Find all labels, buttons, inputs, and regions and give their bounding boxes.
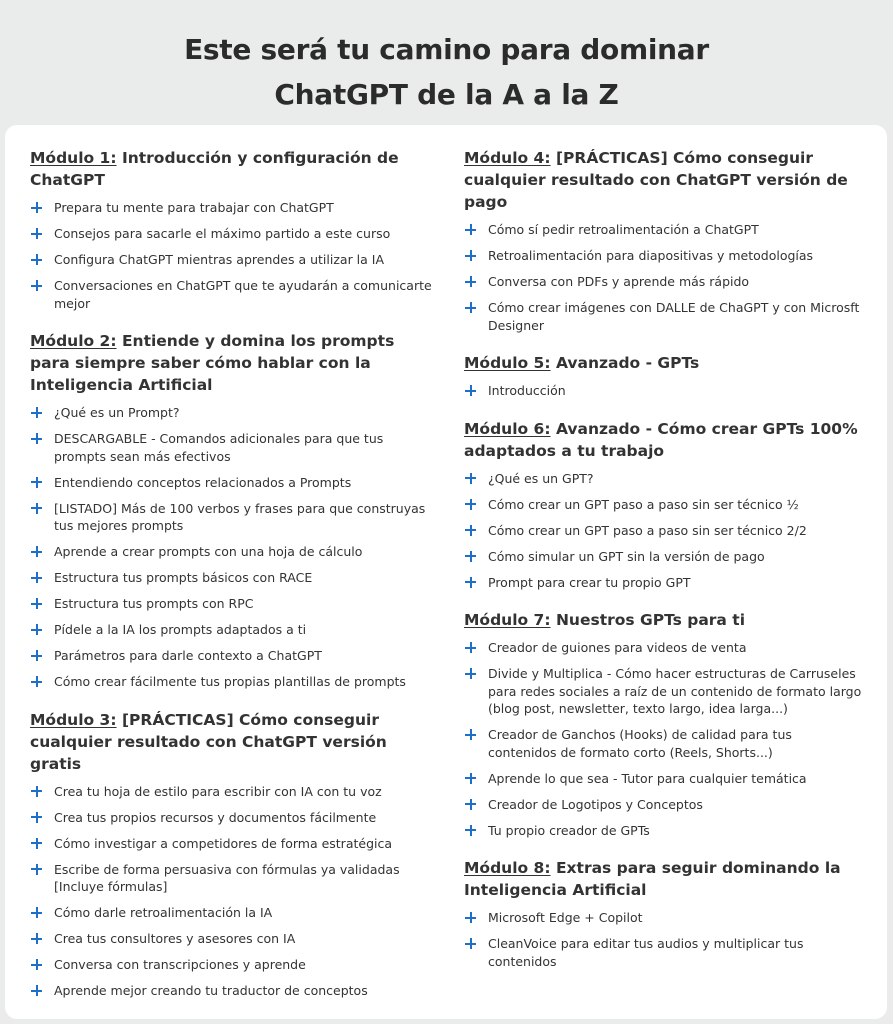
lesson-label: Pídele a la IA los prompts adaptados a ti bbox=[54, 622, 307, 637]
plus-icon bbox=[31, 624, 42, 635]
plus-icon bbox=[465, 729, 476, 740]
lesson-label: Conversa con PDFs y aprende más rápido bbox=[488, 274, 750, 289]
module-title: Extras para seguir dominando la Inteligencia Artificial bbox=[464, 859, 841, 899]
lesson-list bbox=[464, 221, 864, 334]
plus-icon bbox=[465, 668, 476, 679]
lesson-item bbox=[464, 496, 864, 514]
plus-icon bbox=[31, 228, 42, 239]
module-number: Módulo 6: bbox=[464, 419, 551, 438]
lesson-label: Crea tu hoja de estilo para escribir con IA con tu voz bbox=[54, 783, 382, 799]
plus-icon bbox=[465, 224, 476, 235]
lesson-label: Cómo investigar a competidores de forma estratégica bbox=[54, 835, 393, 851]
lesson-label: Aprende lo que sea - Tutor para cualquier temática bbox=[488, 770, 807, 786]
lesson-item bbox=[30, 430, 435, 465]
lesson-item bbox=[30, 621, 435, 639]
lesson-label: Consejos para sacarle el máximo partido a este curso bbox=[54, 226, 391, 241]
module-title: Avanzado - GPTs bbox=[550, 354, 700, 372]
plus-icon bbox=[31, 546, 42, 557]
plus-icon bbox=[465, 499, 476, 510]
lesson-item bbox=[30, 982, 435, 1000]
module-number: Módulo 2: bbox=[30, 332, 117, 350]
lesson-item bbox=[30, 673, 435, 691]
lesson-item bbox=[30, 930, 435, 948]
page-title bbox=[0, 27, 893, 117]
lesson-item bbox=[464, 548, 864, 566]
lesson-label: Microsoft Edge + Copilot bbox=[488, 910, 643, 925]
lesson-item bbox=[464, 822, 864, 840]
module-1 bbox=[30, 147, 435, 312]
module-heading bbox=[464, 609, 864, 631]
module-heading bbox=[464, 147, 864, 213]
lesson-item bbox=[464, 935, 864, 970]
plus-icon bbox=[31, 812, 42, 823]
plus-icon bbox=[31, 572, 42, 583]
lesson-item bbox=[30, 956, 435, 974]
lesson-label: CleanVoice para editar tus audios y multiplicar tus contenidos bbox=[488, 936, 804, 969]
module-heading bbox=[464, 352, 864, 374]
plus-icon bbox=[31, 959, 42, 970]
lesson-list bbox=[464, 909, 864, 970]
lesson-label: ¿Qué es un Prompt? bbox=[54, 405, 180, 420]
module-heading bbox=[464, 857, 864, 901]
lesson-item bbox=[464, 273, 864, 291]
module-4 bbox=[464, 147, 864, 334]
module-2 bbox=[30, 330, 435, 691]
lesson-label: Cómo crear fácilmente tus propias plantillas de prompts bbox=[54, 674, 406, 689]
plus-icon bbox=[31, 838, 42, 849]
lesson-label: Cómo crear imágenes con DALLE de ChaGPT y con Microsft Designer bbox=[488, 300, 860, 333]
plus-icon bbox=[31, 280, 42, 291]
lesson-item bbox=[464, 796, 864, 814]
lesson-list bbox=[30, 404, 435, 691]
lesson-label: Retroalimentación para diapositivas y metodologías bbox=[488, 248, 814, 263]
plus-icon bbox=[31, 598, 42, 609]
plus-icon bbox=[465, 276, 476, 287]
plus-icon bbox=[465, 473, 476, 484]
plus-icon bbox=[465, 773, 476, 784]
module-title: Avanzado - Cómo crear GPTs 100% adaptados a tu trabajo bbox=[464, 419, 858, 460]
module-number: Módulo 8: bbox=[464, 859, 551, 877]
plus-icon bbox=[465, 642, 476, 653]
lesson-item bbox=[30, 225, 435, 243]
curriculum-card bbox=[5, 125, 887, 1019]
plus-icon bbox=[31, 202, 42, 213]
lesson-list bbox=[30, 783, 435, 1000]
module-number: Módulo 3: bbox=[30, 710, 117, 729]
lesson-item bbox=[464, 726, 864, 761]
lesson-label: Escribe de forma persuasiva con fórmulas ya validadas [Incluye fórmulas] bbox=[54, 861, 400, 894]
lesson-item bbox=[464, 221, 864, 239]
module-heading bbox=[464, 418, 864, 462]
module-number: Módulo 5: bbox=[464, 354, 551, 372]
module-number: Módulo 1: bbox=[30, 149, 117, 167]
lesson-label: Cómo crear un GPT paso a paso sin ser técnico 2/2 bbox=[488, 522, 807, 538]
lesson-label: Configura ChatGPT mientras aprendes a utilizar la IA bbox=[54, 252, 385, 267]
plus-icon bbox=[465, 799, 476, 810]
lesson-label: Creador de guiones para videos de venta bbox=[488, 640, 747, 655]
plus-icon bbox=[465, 577, 476, 588]
lesson-item bbox=[30, 569, 435, 587]
lesson-list bbox=[30, 199, 435, 312]
module-title: [PRÁCTICAS] Cómo conseguir cualquier resultado con ChatGPT versión de pago bbox=[464, 149, 848, 211]
plus-icon bbox=[465, 912, 476, 923]
plus-icon bbox=[465, 385, 476, 396]
lesson-label: [LISTADO] Más de 100 verbos y frases para que construyas tus mejores prompts bbox=[54, 500, 426, 533]
lesson-item bbox=[30, 277, 435, 312]
lesson-item bbox=[464, 909, 864, 927]
lesson-label: Creador de Ganchos (Hooks) de calidad para tus contenidos de formato corto (Reels, Shorts...) bbox=[488, 727, 792, 760]
module-number: Módulo 7: bbox=[464, 611, 551, 629]
lesson-item bbox=[30, 251, 435, 269]
lesson-label: Introducción bbox=[488, 383, 566, 398]
module-title: Introducción y configuración de ChatGPT bbox=[30, 149, 399, 189]
lesson-item bbox=[464, 247, 864, 265]
plus-icon bbox=[465, 551, 476, 562]
plus-icon bbox=[465, 525, 476, 536]
lesson-item bbox=[464, 574, 864, 592]
lesson-label: Estructura tus prompts con RPC bbox=[54, 596, 254, 611]
plus-icon bbox=[31, 985, 42, 996]
lesson-item bbox=[464, 522, 864, 540]
lesson-item bbox=[464, 299, 864, 334]
plus-icon bbox=[31, 407, 42, 418]
lesson-label: Tu propio creador de GPTs bbox=[488, 822, 650, 838]
lesson-label: Entendiendo conceptos relacionados a Prompts bbox=[54, 474, 352, 490]
page-title-line-2: ChatGPT de la A a la Z bbox=[274, 77, 619, 111]
left-column bbox=[30, 147, 435, 1018]
module-title: Entiende y domina los prompts para siempre saber cómo hablar con la Inteligencia Artificial bbox=[30, 332, 395, 394]
plus-icon bbox=[465, 250, 476, 261]
lesson-label: Cómo sí pedir retroalimentación a ChatGPT bbox=[488, 222, 759, 237]
lesson-label: Crea tus propios recursos y documentos fácilmente bbox=[54, 809, 377, 825]
plus-icon bbox=[31, 907, 42, 918]
lesson-label: ¿Qué es un GPT? bbox=[488, 470, 594, 486]
lesson-label: Estructura tus prompts básicos con RACE bbox=[54, 570, 313, 585]
lesson-label: Cómo simular un GPT sin la versión de pago bbox=[488, 548, 765, 564]
lesson-label: Parámetros para darle contexto a ChatGPT bbox=[54, 648, 322, 663]
lesson-item bbox=[30, 809, 435, 827]
lesson-label: Cómo crear un GPT paso a paso sin ser técnico ½ bbox=[488, 496, 799, 512]
lesson-item bbox=[30, 904, 435, 922]
lesson-item bbox=[464, 665, 864, 718]
lesson-item bbox=[30, 861, 435, 896]
module-6 bbox=[464, 418, 864, 592]
lesson-list bbox=[464, 382, 864, 400]
right-column bbox=[464, 147, 864, 988]
lesson-label: Prompt para crear tu propio GPT bbox=[488, 574, 691, 590]
plus-icon bbox=[31, 933, 42, 944]
lesson-item bbox=[30, 647, 435, 665]
lesson-label: Crea tus consultores y asesores con IA bbox=[54, 931, 296, 946]
module-heading bbox=[30, 147, 435, 191]
plus-icon bbox=[31, 477, 42, 488]
lesson-item bbox=[30, 199, 435, 217]
plus-icon bbox=[31, 786, 42, 797]
plus-icon bbox=[31, 503, 42, 514]
module-title: [PRÁCTICAS] Cómo conseguir cualquier resultado con ChatGPT versión gratis bbox=[30, 710, 387, 773]
lesson-label: DESCARGABLE - Comandos adicionales para que tus prompts sean más efectivos bbox=[54, 431, 384, 464]
module-5 bbox=[464, 352, 864, 400]
plus-icon bbox=[465, 302, 476, 313]
lesson-label: Conversaciones en ChatGPT que te ayudarán a comunicarte mejor bbox=[54, 278, 432, 311]
module-3 bbox=[30, 709, 435, 1000]
lesson-label: Aprende a crear prompts con una hoja de cálculo bbox=[54, 544, 363, 559]
plus-icon bbox=[31, 676, 42, 687]
plus-icon bbox=[31, 433, 42, 444]
page-title-line-1: Este será tu camino para dominar bbox=[184, 32, 709, 66]
lesson-label: Cómo darle retroalimentación la IA bbox=[54, 905, 273, 920]
lesson-list bbox=[464, 470, 864, 592]
lesson-list bbox=[464, 639, 864, 839]
plus-icon bbox=[465, 938, 476, 949]
lesson-label: Divide y Multiplica - Cómo hacer estructuras de Carruseles para redes sociales a raíz de un contenido de formato largo (blog post, newsletter, texto largo, idea larga...) bbox=[488, 666, 862, 716]
lesson-item bbox=[464, 470, 864, 488]
lesson-label: Aprende mejor creando tu traductor de conceptos bbox=[54, 983, 368, 998]
module-number: Módulo 4: bbox=[464, 149, 551, 167]
plus-icon bbox=[465, 825, 476, 836]
lesson-item bbox=[464, 382, 864, 400]
lesson-label: Creador de Logotipos y Conceptos bbox=[488, 796, 703, 812]
plus-icon bbox=[31, 864, 42, 875]
module-7 bbox=[464, 609, 864, 839]
lesson-label: Conversa con transcripciones y aprende bbox=[54, 957, 306, 972]
module-title: Nuestros GPTs para ti bbox=[550, 611, 746, 629]
plus-icon bbox=[31, 650, 42, 661]
lesson-item bbox=[464, 639, 864, 657]
lesson-item bbox=[30, 543, 435, 561]
lesson-label: Prepara tu mente para trabajar con ChatGPT bbox=[54, 200, 334, 215]
lesson-item bbox=[30, 783, 435, 801]
lesson-item bbox=[464, 770, 864, 788]
module-heading bbox=[30, 709, 435, 775]
module-heading bbox=[30, 330, 435, 396]
lesson-item bbox=[30, 500, 435, 535]
plus-icon bbox=[31, 254, 42, 265]
lesson-item bbox=[30, 474, 435, 492]
lesson-item bbox=[30, 404, 435, 422]
module-8 bbox=[464, 857, 864, 970]
lesson-item bbox=[30, 595, 435, 613]
lesson-item bbox=[30, 835, 435, 853]
